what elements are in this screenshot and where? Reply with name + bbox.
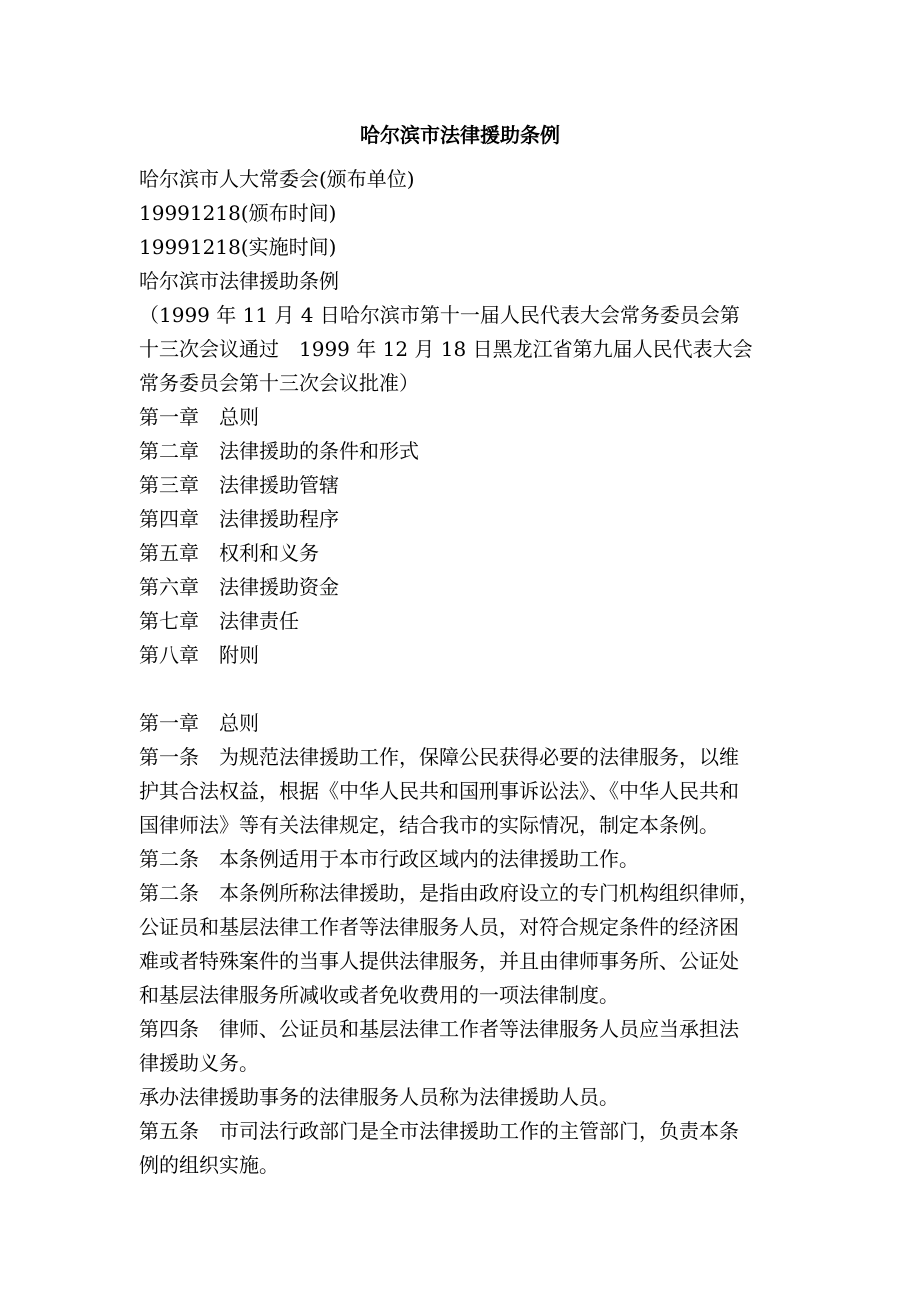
approval-note-line: （1999 年 11 月 4 日哈尔滨市第十一届人民代表大会常务委员会第 — [139, 303, 740, 327]
document-body — [139, 162, 784, 1182]
article-line: 和基层法律服务所减收或者免收费用的一项法律制度。 — [139, 983, 619, 1007]
article-line: 第二条 本条例所称法律援助，是指由政府设立的专门机构组织律师， — [139, 881, 759, 905]
chapter-one-content — [139, 706, 784, 1182]
approval-note-line: 十三次会议通过 1999 年 12 月 18 日黑龙江省第九届人民代表大会 — [139, 337, 753, 361]
table-of-contents — [139, 400, 784, 672]
toc-item: 第四章 法律援助程序 — [139, 507, 339, 531]
article-line: 第二条 本条例适用于本市行政区域内的法律援助工作。 — [139, 847, 639, 871]
issuing-unit-line: 哈尔滨市人大常委会(颁布单位) — [139, 167, 415, 191]
article-line: 第四条 律师、公证员和基层法律工作者等法律服务人员应当承担法 — [139, 1017, 739, 1041]
article-line: 难或者特殊案件的当事人提供法律服务，并且由律师事务所、公证处 — [139, 949, 739, 973]
toc-item: 第三章 法律援助管辖 — [139, 473, 339, 497]
section-spacer — [139, 672, 784, 706]
article-line: 护其合法权益，根据《中华人民共和国刑事诉讼法》、《中华人民共和 — [139, 779, 739, 803]
regulation-name-line: 哈尔滨市法律援助条例 — [139, 269, 339, 293]
approval-note-line: 常务委员会第十三次会议批准） — [139, 371, 419, 395]
toc-item: 第一章 总则 — [139, 405, 259, 429]
toc-item: 第八章 附则 — [139, 643, 259, 667]
article-line: 第一条 为规范法律援助工作，保障公民获得必要的法律服务，以维 — [139, 745, 739, 769]
article-line: 第五条 市司法行政部门是全市法律援助工作的主管部门，负责本条 — [139, 1119, 739, 1143]
document-title: 哈尔滨市法律援助条例 — [360, 123, 560, 147]
toc-item: 第五章 权利和义务 — [139, 541, 319, 565]
article-line: 例的组织实施。 — [139, 1153, 279, 1177]
article-line: 承办法律援助事务的法律服务人员称为法律援助人员。 — [139, 1085, 619, 1109]
article-line: 国律师法》等有关法律规定，结合我市的实际情况，制定本条例。 — [139, 813, 719, 837]
effective-date-line: 19991218(实施时间) — [139, 235, 337, 259]
article-line: 公证员和基层法律工作者等法律服务人员，对符合规定条件的经济困 — [139, 915, 739, 939]
header-block — [139, 162, 784, 400]
issue-date-line: 19991218(颁布时间) — [139, 201, 337, 225]
toc-item: 第六章 法律援助资金 — [139, 575, 339, 599]
toc-item: 第二章 法律援助的条件和形式 — [139, 439, 419, 463]
toc-item: 第七章 法律责任 — [139, 609, 299, 633]
chapter-heading: 第一章 总则 — [139, 711, 259, 735]
article-line: 律援助义务。 — [139, 1051, 259, 1075]
